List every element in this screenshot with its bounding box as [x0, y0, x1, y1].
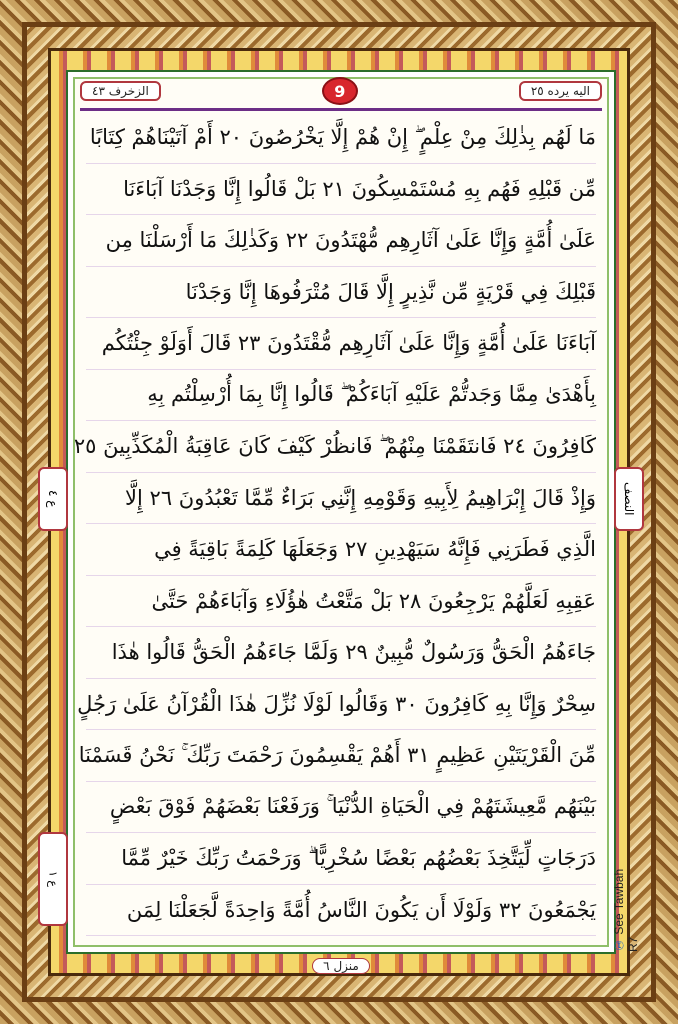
- verse-line: مَا لَهُم بِذٰلِكَ مِنْ عِلْمٍ ۖ إِنْ هُمْ إِلَّا يَخْرُصُونَ ٢٠ أَمْ آتَيْنَاهُمْ كِتَابًا: [86, 112, 596, 164]
- page-number-badge: 9: [322, 77, 358, 105]
- verse-line: آبَاءَنَا عَلَىٰ أُمَّةٍ وَإِنَّا عَلَىٰ آثَارِهِم مُّقْتَدُونَ ٢٣ قَالَ أَوَلَوْ جِئْتُكُم: [86, 318, 596, 370]
- manzil-label: منزل ٦: [312, 958, 370, 974]
- hizb-marker-left: ع ٤: [38, 467, 68, 531]
- verse-line: يَجْمَعُونَ ٣٢ وَلَوْلَا أَن يَكُونَ النَّاسُ أُمَّةً وَاحِدَةً لَّجَعَلْنَا لِمَن: [86, 885, 596, 937]
- ruku-note-left: ع ١: [38, 832, 68, 926]
- surah-label: الزخرف ٤٣: [80, 81, 161, 101]
- verse-line: بِأَهْدَىٰ مِمَّا وَجَدتُّمْ عَلَيْهِ آبَاءَكُمْ ۖ قَالُوا إِنَّا بِمَا أُرْسِلْتُم بِهِ: [86, 370, 596, 422]
- verse-line: الَّذِي فَطَرَنِي فَإِنَّهُ سَيَهْدِينِ ٢٧ وَجَعَلَهَا كَلِمَةً بَاقِيَةً فِي: [86, 524, 596, 576]
- cross-reference-number: ①: [612, 938, 626, 952]
- para-label: اليه يرده ٢٥: [519, 81, 602, 101]
- quran-page: [46, 70, 640, 973]
- verse-line: مِّن قَبْلِهِ فَهُم بِهِ مُسْتَمْسِكُونَ ٢١ بَلْ قَالُوا إِنَّا وَجَدْنَا آبَاءَنَا: [86, 164, 596, 216]
- verse-line: وَإِذْ قَالَ إِبْرَاهِيمُ لِأَبِيهِ وَقَوْمِهِ إِنَّنِي بَرَاءٌ مِّمَّا تَعْبُدُونَ ٢٦ إِلَّا: [86, 473, 596, 525]
- header-divider: [80, 108, 602, 111]
- verse-line: عَلَىٰ أُمَّةٍ وَإِنَّا عَلَىٰ آثَارِهِم مُّهْتَدُونَ ٢٢ وَكَذٰلِكَ مَا أَرْسَلْنَا مِن: [86, 215, 596, 267]
- verse-line: مِّنَ الْقَرْيَتَيْنِ عَظِيمٍ ٣١ أَهُمْ يَقْسِمُونَ رَحْمَتَ رَبِّكَ ۚ نَحْنُ قَسَمْنَا: [86, 730, 596, 782]
- verse-line: عَقِبِهِ لَعَلَّهُمْ يَرْجِعُونَ ٢٨ بَلْ مَتَّعْتُ هٰؤُلَاءِ وَآبَاءَهُمْ حَتَّىٰ: [86, 576, 596, 628]
- verse-line: بَيْنَهُم مَّعِيشَتَهُمْ فِي الْحَيَاةِ الدُّنْيَا ۚ وَرَفَعْنَا بَعْضَهُمْ فَوْقَ بَعْضٍ: [86, 782, 596, 834]
- cross-reference-note: [612, 852, 640, 952]
- verse-line: جَاءَهُمُ الْحَقُّ وَرَسُولٌ مُّبِينٌ ٢٩ وَلَمَّا جَاءَهُمُ الْحَقُّ قَالُوا هٰذَا: [86, 627, 596, 679]
- verse-line: قَبْلِكَ فِي قَرْيَةٍ مِّن نَّذِيرٍ إِلَّا قَالَ مُتْرَفُوهَا إِنَّا وَجَدْنَا: [86, 267, 596, 319]
- verse-line: كَافِرُونَ ٢٤ فَانتَقَمْنَا مِنْهُمْ ۖ فَانظُرْ كَيْفَ كَانَ عَاقِبَةُ الْمُكَذِّبِينَ ٢٥: [86, 421, 596, 473]
- half-marker-right: النصف: [614, 467, 644, 531]
- cross-reference-text: See Tawbah R7: [612, 868, 640, 952]
- page-footer: [68, 958, 614, 974]
- verse-line: سِحْرٌ وَإِنَّا بِهِ كَافِرُونَ ٣٠ وَقَالُوا لَوْلَا نُزِّلَ هٰذَا الْقُرْآنُ عَلَىٰ رَجُلٍ: [86, 679, 596, 731]
- verse-lines: [73, 112, 596, 936]
- verse-line: دَرَجَاتٍ لِّيَتَّخِذَ بَعْضُهُم بَعْضًا سُخْرِيًّا ۗ وَرَحْمَتُ رَبِّكَ خَيْرٌ مِّمَّا: [86, 833, 596, 885]
- page-header: [80, 78, 602, 104]
